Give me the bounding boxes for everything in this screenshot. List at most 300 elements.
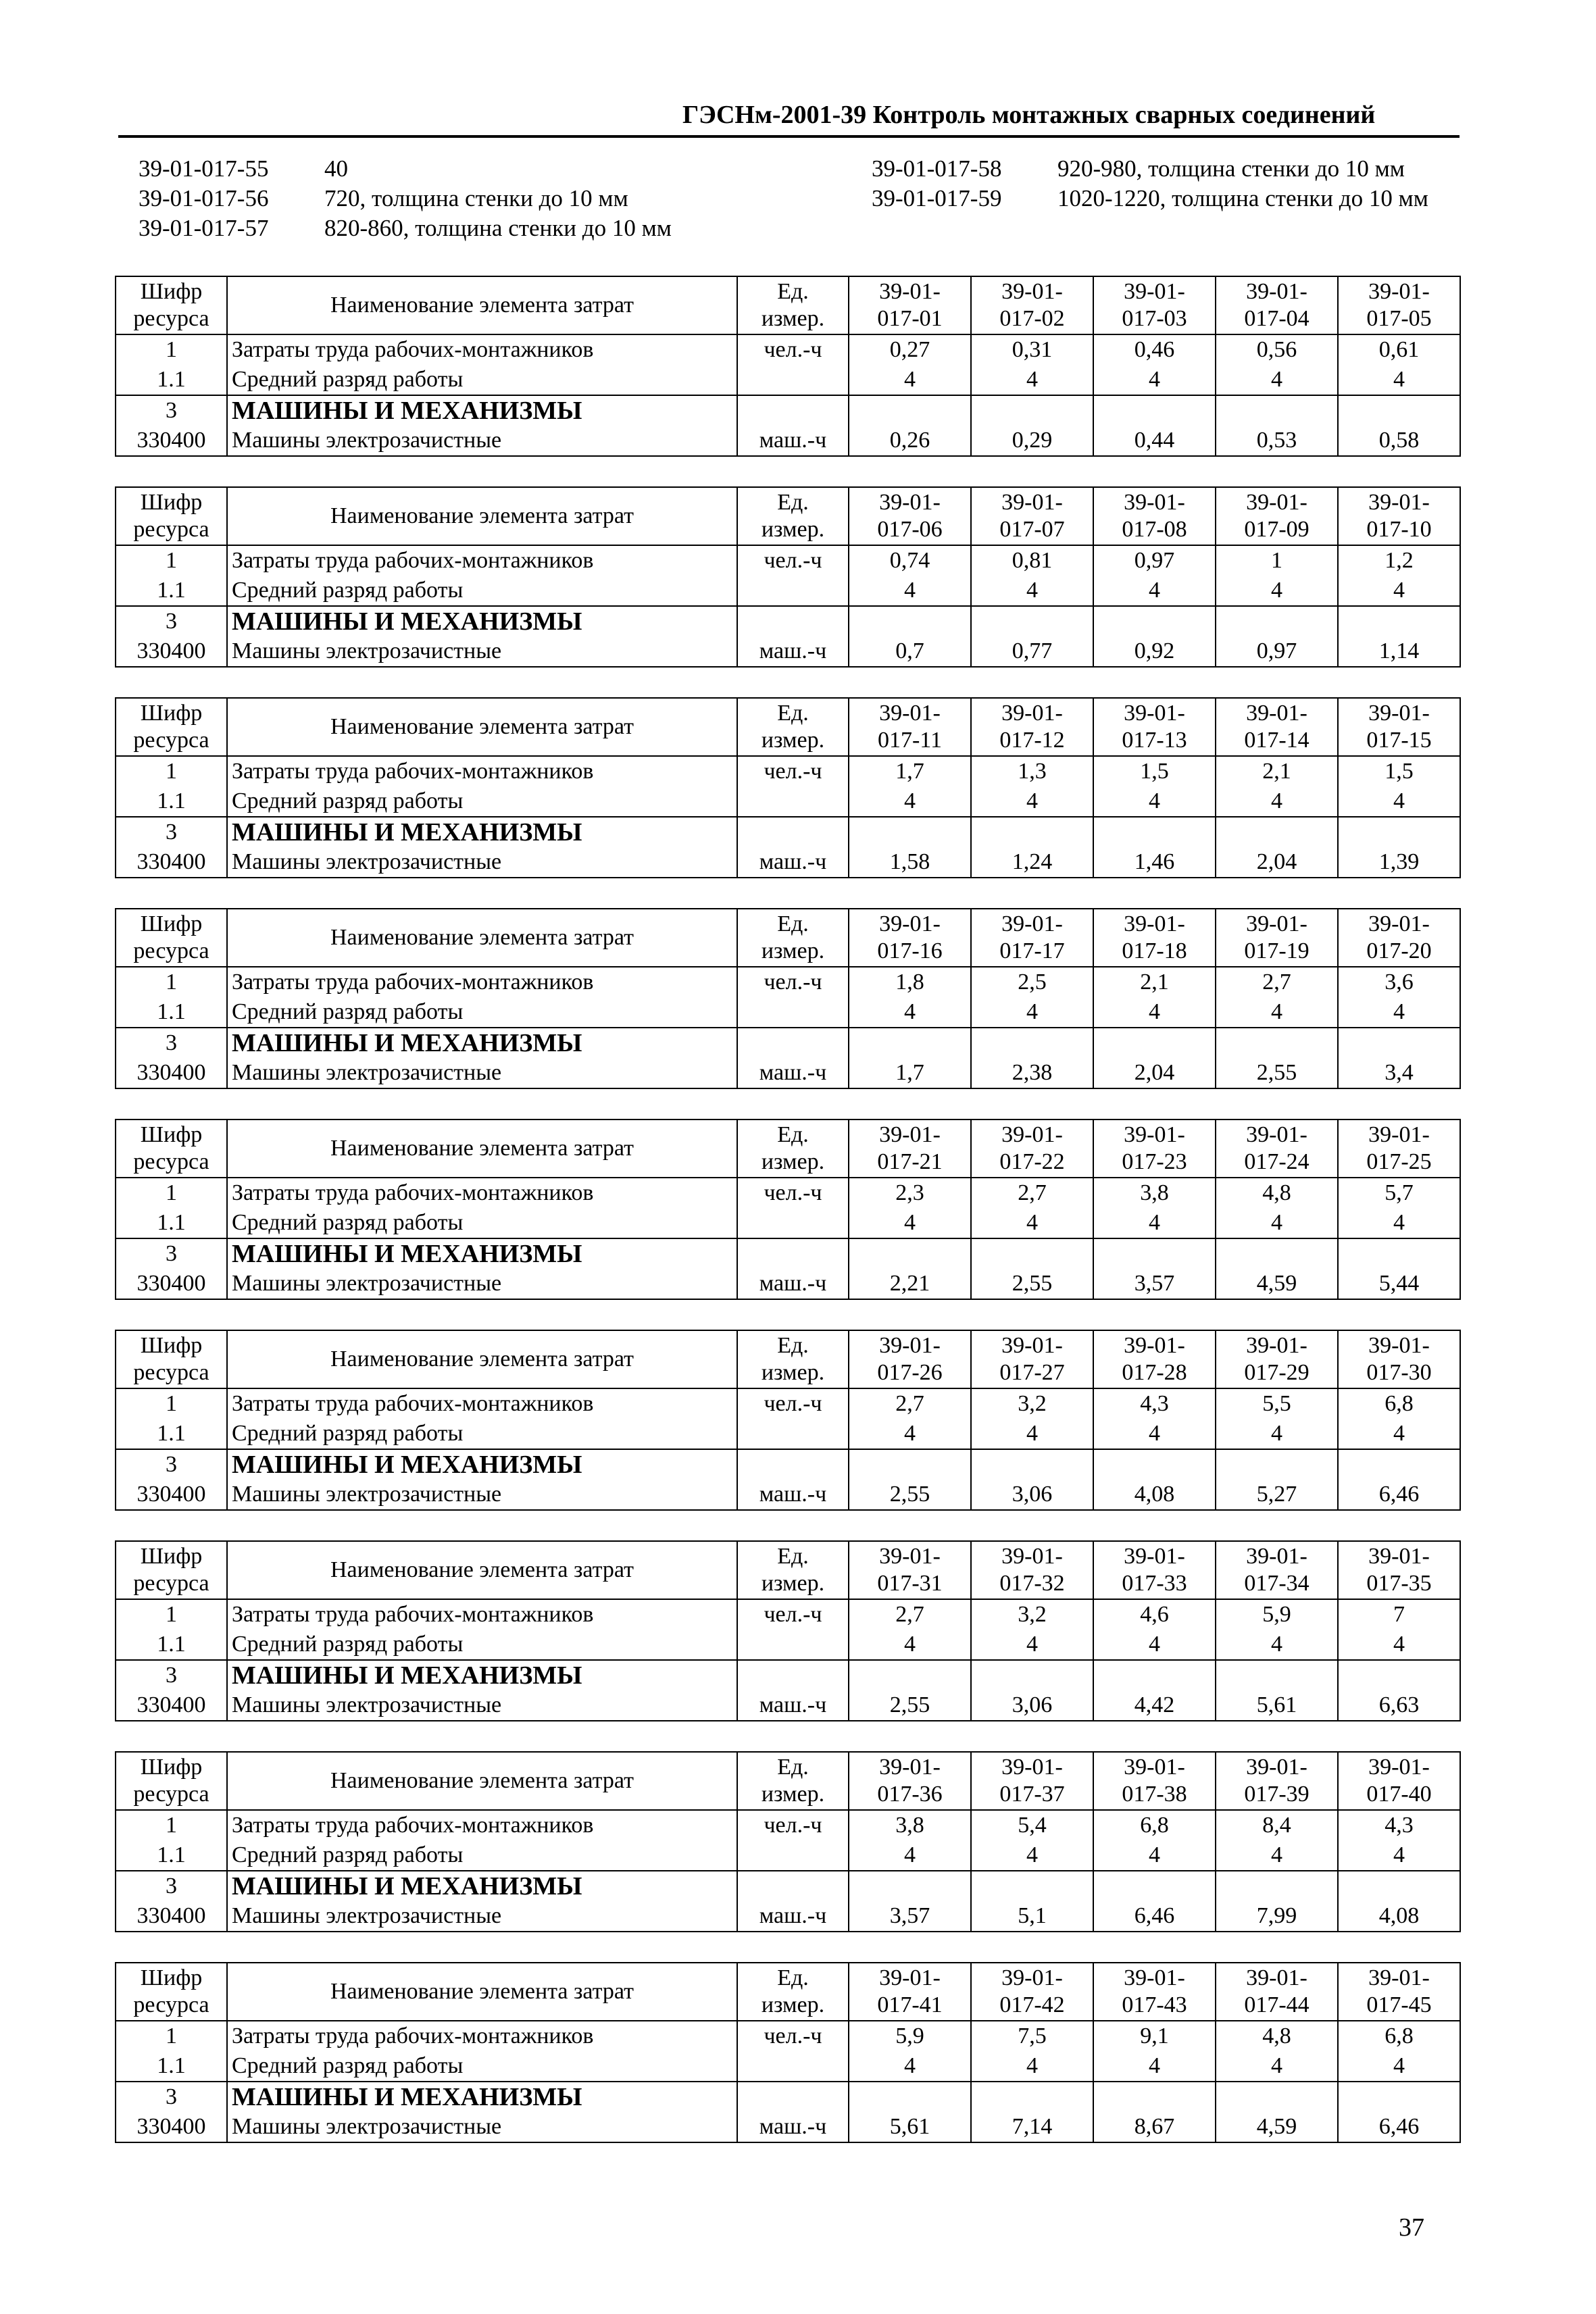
header-code-line1: Шифр: [140, 279, 203, 304]
grade-value: 4: [971, 786, 1093, 817]
machine-value: 0,26: [849, 426, 971, 456]
norm-code-suffix: 017-14: [1244, 728, 1310, 753]
row-code: 3: [116, 395, 227, 426]
row-unit: маш.-ч: [737, 1690, 849, 1721]
grade-value: 4: [849, 2051, 971, 2082]
table-header-row: [116, 1330, 1460, 1388]
definition-code: 39-01-017-57: [139, 215, 269, 241]
machine-value: 1,7: [849, 1058, 971, 1088]
row-unit-empty: [737, 1449, 849, 1480]
row-unit-empty: [737, 786, 849, 817]
grade-value: 4: [1338, 1630, 1460, 1660]
grade-value: 4: [849, 1840, 971, 1871]
labor-value: 2,7: [849, 1599, 971, 1630]
header-unit-line1: Ед.: [777, 490, 809, 515]
norm-code-prefix: 39-01-: [879, 279, 941, 304]
machine-value: 6,46: [1338, 1480, 1460, 1510]
row-code: 1: [116, 2021, 227, 2051]
table-row-machines: [116, 1058, 1460, 1088]
row-name: Машины электрозачистные: [227, 1058, 737, 1088]
row-name: Машины электрозачистные: [227, 1480, 737, 1510]
row-code: 1.1: [116, 997, 227, 1028]
header-norm-code-cell: [1093, 1541, 1216, 1599]
grade-value: 4: [1216, 365, 1338, 395]
machine-value: 3,57: [849, 1901, 971, 1932]
norm-code-prefix: 39-01-: [1368, 1755, 1430, 1780]
empty-value: [1338, 606, 1460, 636]
labor-value: 3,2: [971, 1599, 1093, 1630]
header-unit-line1: Ед.: [777, 1544, 809, 1569]
definition-text: 920-980, толщина стенки до 10 мм: [1057, 155, 1405, 182]
norm-code-prefix: 39-01-: [1368, 279, 1430, 304]
table-row-grade: [116, 576, 1460, 606]
machine-value: 4,59: [1216, 1269, 1338, 1299]
header-norm-code-cell: [1093, 698, 1216, 756]
header-code-line1: Шифр: [140, 1755, 203, 1780]
empty-value: [849, 1028, 971, 1058]
table-row-machines: [116, 2112, 1460, 2142]
grade-value: 4: [971, 1419, 1093, 1449]
grade-value: 4: [1338, 576, 1460, 606]
norm-code-prefix: 39-01-: [1001, 490, 1063, 515]
table-row-labor: [116, 1810, 1460, 1840]
labor-value: 4,8: [1216, 1178, 1338, 1208]
header-rule: [118, 135, 1460, 138]
machine-value: 2,55: [971, 1269, 1093, 1299]
header-code-cell: [116, 1752, 227, 1810]
header-name-cell: Наименование элемента затрат: [227, 276, 737, 334]
row-name: Затраты труда рабочих-монтажников: [227, 1388, 737, 1419]
machine-value: 0,53: [1216, 426, 1338, 456]
row-unit: маш.-ч: [737, 426, 849, 456]
table-row-grade: [116, 997, 1460, 1028]
labor-value: 3,2: [971, 1388, 1093, 1419]
header-norm-code-cell: [849, 1963, 971, 2021]
row-unit: чел.-ч: [737, 1810, 849, 1840]
header-name-cell: Наименование элемента затрат: [227, 1963, 737, 2021]
labor-value: 1,2: [1338, 545, 1460, 576]
norm-code-prefix: 39-01-: [1368, 911, 1430, 936]
empty-value: [1338, 1660, 1460, 1690]
grade-value: 4: [849, 997, 971, 1028]
header-code-line1: Шифр: [140, 1333, 203, 1358]
table-row-section: [116, 1449, 1460, 1480]
header-code-line2: ресурса: [133, 1992, 209, 2017]
header-unit-cell: [737, 909, 849, 967]
grade-value: 4: [849, 576, 971, 606]
norm-code-prefix: 39-01-: [1246, 1965, 1307, 1990]
norm-code-suffix: 017-31: [877, 1571, 943, 1596]
row-code: 1: [116, 1388, 227, 1419]
machine-value: 1,46: [1093, 847, 1216, 878]
header-code-line2: ресурса: [133, 1571, 209, 1596]
empty-value: [1093, 817, 1216, 847]
header-norm-code-cell: [849, 1541, 971, 1599]
norm-code-prefix: 39-01-: [1124, 1544, 1185, 1569]
row-code: 330400: [116, 426, 227, 456]
empty-value: [971, 1660, 1093, 1690]
empty-value: [849, 1871, 971, 1901]
norm-code-prefix: 39-01-: [879, 1544, 941, 1569]
norm-code-prefix: 39-01-: [1368, 1122, 1430, 1147]
header-unit-cell: [737, 1541, 849, 1599]
definition-row: [139, 154, 672, 184]
row-unit: маш.-ч: [737, 1901, 849, 1932]
norm-code-prefix: 39-01-: [1124, 1122, 1185, 1147]
row-code: 330400: [116, 1480, 227, 1510]
definition-text: 720, толщина стенки до 10 мм: [324, 185, 628, 211]
header-norm-code-cell: [1093, 1120, 1216, 1178]
header-code-line2: ресурса: [133, 1149, 209, 1174]
resource-table: [115, 1751, 1461, 1932]
header-code-line2: ресурса: [133, 938, 209, 963]
grade-value: 4: [849, 1630, 971, 1660]
row-code: 330400: [116, 847, 227, 878]
row-code: 3: [116, 1028, 227, 1058]
norm-code-suffix: 017-34: [1244, 1571, 1310, 1596]
norm-code-suffix: 017-03: [1122, 306, 1187, 331]
resource-table: [115, 276, 1461, 457]
row-unit: маш.-ч: [737, 1269, 849, 1299]
machine-value: 2,04: [1093, 1058, 1216, 1088]
header-norm-code-cell: [849, 698, 971, 756]
header-name-cell: Наименование элемента затрат: [227, 1120, 737, 1178]
norm-code-suffix: 017-38: [1122, 1782, 1187, 1807]
header-norm-code-cell: [1093, 1963, 1216, 2021]
header-code-line1: Шифр: [140, 1965, 203, 1990]
norm-code-prefix: 39-01-: [1124, 279, 1185, 304]
header-unit-cell: [737, 1752, 849, 1810]
norm-code-suffix: 017-33: [1122, 1571, 1187, 1596]
machine-value: 3,57: [1093, 1269, 1216, 1299]
machine-value: 0,97: [1216, 636, 1338, 667]
norm-code-suffix: 017-40: [1366, 1782, 1432, 1807]
empty-value: [849, 2082, 971, 2112]
row-name: Средний разряд работы: [227, 1840, 737, 1871]
row-code: 1.1: [116, 576, 227, 606]
row-code: 1: [116, 756, 227, 786]
machine-value: 1,39: [1338, 847, 1460, 878]
header-norm-code-cell: [849, 909, 971, 967]
norm-code-prefix: 39-01-: [879, 1755, 941, 1780]
definition-code: 39-01-017-55: [139, 155, 269, 182]
table-row-machines: [116, 636, 1460, 667]
machine-value: 6,46: [1093, 1901, 1216, 1932]
row-name: МАШИНЫ И МЕХАНИЗМЫ: [227, 1028, 737, 1058]
norm-code-prefix: 39-01-: [1001, 279, 1063, 304]
grade-value: 4: [971, 576, 1093, 606]
definition-row: [872, 184, 1428, 213]
norm-code-suffix: 017-36: [877, 1782, 943, 1807]
labor-value: 4,6: [1093, 1599, 1216, 1630]
norm-code-prefix: 39-01-: [1246, 490, 1307, 515]
labor-value: 1,5: [1338, 756, 1460, 786]
norm-code-prefix: 39-01-: [1001, 1755, 1063, 1780]
row-name: Затраты труда рабочих-монтажников: [227, 1178, 737, 1208]
table-row-labor: [116, 334, 1460, 365]
row-name: Средний разряд работы: [227, 1630, 737, 1660]
grade-value: 4: [1093, 1419, 1216, 1449]
norm-code-prefix: 39-01-: [1124, 490, 1185, 515]
row-unit: чел.-ч: [737, 756, 849, 786]
header-norm-code-cell: [1338, 487, 1460, 545]
row-unit-empty: [737, 1871, 849, 1901]
grade-value: 4: [849, 1419, 971, 1449]
labor-value: 1,7: [849, 756, 971, 786]
header-unit-cell: [737, 276, 849, 334]
empty-value: [1216, 1028, 1338, 1058]
header-unit-line2: измер.: [761, 306, 825, 331]
norm-code-suffix: 017-42: [999, 1992, 1065, 2017]
machine-value: 2,55: [849, 1690, 971, 1721]
header-norm-code-cell: [1093, 1752, 1216, 1810]
empty-value: [1338, 1028, 1460, 1058]
row-code: 1.1: [116, 2051, 227, 2082]
norm-code-prefix: 39-01-: [1001, 911, 1063, 936]
norm-code-suffix: 017-24: [1244, 1149, 1310, 1174]
header-norm-code-cell: [1338, 698, 1460, 756]
machine-value: 7,99: [1216, 1901, 1338, 1932]
table-row-grade: [116, 1840, 1460, 1871]
row-name: МАШИНЫ И МЕХАНИЗМЫ: [227, 395, 737, 426]
grade-value: 4: [971, 997, 1093, 1028]
grade-value: 4: [1093, 576, 1216, 606]
table-row-section: [116, 1660, 1460, 1690]
norm-code-prefix: 39-01-: [1124, 1333, 1185, 1358]
row-unit-empty: [737, 576, 849, 606]
resource-table: [115, 486, 1461, 668]
header-norm-code-cell: [1093, 276, 1216, 334]
row-unit: чел.-ч: [737, 2021, 849, 2051]
row-name: Средний разряд работы: [227, 997, 737, 1028]
row-code: 330400: [116, 636, 227, 667]
row-name: Машины электрозачистные: [227, 2112, 737, 2142]
norm-code-suffix: 017-17: [999, 938, 1065, 963]
table-header-row: [116, 487, 1460, 545]
row-unit: чел.-ч: [737, 1178, 849, 1208]
machine-value: 1,14: [1338, 636, 1460, 667]
empty-value: [971, 1238, 1093, 1269]
grade-value: 4: [1338, 1419, 1460, 1449]
row-name: МАШИНЫ И МЕХАНИЗМЫ: [227, 1449, 737, 1480]
norm-code-prefix: 39-01-: [1001, 1544, 1063, 1569]
labor-value: 2,1: [1216, 756, 1338, 786]
header-code-line2: ресурса: [133, 1360, 209, 1385]
row-unit: чел.-ч: [737, 334, 849, 365]
row-name: Машины электрозачистные: [227, 1690, 737, 1721]
norm-code-suffix: 017-01: [877, 306, 943, 331]
row-name: МАШИНЫ И МЕХАНИЗМЫ: [227, 2082, 737, 2112]
row-code: 3: [116, 1871, 227, 1901]
norm-code-suffix: 017-12: [999, 728, 1065, 753]
header-norm-code-cell: [849, 276, 971, 334]
row-code: 330400: [116, 1901, 227, 1932]
machine-value: 1,24: [971, 847, 1093, 878]
grade-value: 4: [971, 1630, 1093, 1660]
row-code: 3: [116, 1449, 227, 1480]
row-name: Средний разряд работы: [227, 2051, 737, 2082]
row-code: 3: [116, 1660, 227, 1690]
header-code-line1: Шифр: [140, 911, 203, 936]
machine-value: 5,1: [971, 1901, 1093, 1932]
header-unit-line2: измер.: [761, 728, 825, 753]
header-name-cell: Наименование элемента затрат: [227, 1541, 737, 1599]
grade-value: 4: [971, 2051, 1093, 2082]
row-unit-empty: [737, 1208, 849, 1238]
row-code: 1: [116, 334, 227, 365]
resource-table: [115, 1330, 1461, 1511]
grade-value: 4: [1216, 2051, 1338, 2082]
labor-value: 2,1: [1093, 967, 1216, 997]
header-norm-code-cell: [1216, 1963, 1338, 2021]
norm-code-suffix: 017-10: [1366, 517, 1432, 542]
empty-value: [849, 606, 971, 636]
machine-value: 3,06: [971, 1690, 1093, 1721]
header-code-line2: ресурса: [133, 728, 209, 753]
grade-value: 4: [1093, 365, 1216, 395]
norm-code-prefix: 39-01-: [1368, 490, 1430, 515]
norm-code-suffix: 017-32: [999, 1571, 1065, 1596]
header-code-cell: [116, 698, 227, 756]
header-norm-code-cell: [1216, 1120, 1338, 1178]
row-name: Средний разряд работы: [227, 576, 737, 606]
header-code-cell: [116, 1330, 227, 1388]
table-row-labor: [116, 1388, 1460, 1419]
header-name-cell: Наименование элемента затрат: [227, 1330, 737, 1388]
row-code: 1: [116, 967, 227, 997]
table-row-section: [116, 1871, 1460, 1901]
grade-value: 4: [1093, 1630, 1216, 1660]
machine-value: 5,44: [1338, 1269, 1460, 1299]
norm-code-prefix: 39-01-: [879, 701, 941, 726]
empty-value: [971, 1449, 1093, 1480]
definition-text: 820-860, толщина стенки до 10 мм: [324, 215, 672, 241]
table-row-grade: [116, 1419, 1460, 1449]
empty-value: [849, 1449, 971, 1480]
header-norm-code-cell: [1338, 1541, 1460, 1599]
grade-value: 4: [1338, 786, 1460, 817]
empty-value: [1338, 2082, 1460, 2112]
table-row-machines: [116, 847, 1460, 878]
row-unit-empty: [737, 1419, 849, 1449]
table-row-machines: [116, 1901, 1460, 1932]
row-name: Машины электрозачистные: [227, 636, 737, 667]
machine-value: 5,61: [849, 2112, 971, 2142]
norm-code-suffix: 017-43: [1122, 1992, 1187, 2017]
norm-code-suffix: 017-37: [999, 1782, 1065, 1807]
header-unit-cell: [737, 487, 849, 545]
norm-code-suffix: 017-02: [999, 306, 1065, 331]
labor-value: 3,8: [849, 1810, 971, 1840]
header-norm-code-cell: [971, 1330, 1093, 1388]
row-unit: маш.-ч: [737, 2112, 849, 2142]
machine-value: 0,29: [971, 426, 1093, 456]
grade-value: 4: [971, 1840, 1093, 1871]
header-norm-code-cell: [1216, 1752, 1338, 1810]
header-norm-code-cell: [1216, 1330, 1338, 1388]
grade-value: 4: [1216, 1419, 1338, 1449]
row-name: МАШИНЫ И МЕХАНИЗМЫ: [227, 1871, 737, 1901]
header-code-line1: Шифр: [140, 701, 203, 726]
norm-code-prefix: 39-01-: [879, 490, 941, 515]
header-norm-code-cell: [1216, 276, 1338, 334]
header-norm-code-cell: [1216, 909, 1338, 967]
norm-code-suffix: 017-19: [1244, 938, 1310, 963]
definition-code: 39-01-017-56: [139, 185, 269, 211]
header-unit-line2: измер.: [761, 1571, 825, 1596]
row-code: 1: [116, 1178, 227, 1208]
header-norm-code-cell: [971, 909, 1093, 967]
empty-value: [1216, 2082, 1338, 2112]
row-name: Машины электрозачистные: [227, 426, 737, 456]
norm-code-prefix: 39-01-: [1368, 701, 1430, 726]
row-name: Средний разряд работы: [227, 786, 737, 817]
grade-value: 4: [849, 786, 971, 817]
header-norm-code-cell: [1093, 487, 1216, 545]
empty-value: [1093, 606, 1216, 636]
grade-value: 4: [1216, 1208, 1338, 1238]
grade-value: 4: [1093, 997, 1216, 1028]
resource-table: [115, 908, 1461, 1089]
resource-table: [115, 1962, 1461, 2143]
labor-value: 5,9: [849, 2021, 971, 2051]
table-header-row: [116, 1120, 1460, 1178]
grade-value: 4: [1093, 1840, 1216, 1871]
norm-code-prefix: 39-01-: [1246, 911, 1307, 936]
header-norm-code-cell: [1216, 698, 1338, 756]
row-unit-empty: [737, 1660, 849, 1690]
table-row-section: [116, 395, 1460, 426]
page-header-title: ГЭСНм-2001-39 Контроль монтажных сварных соединений: [682, 101, 1376, 129]
norm-code-prefix: 39-01-: [1001, 1122, 1063, 1147]
definitions-left: [139, 154, 672, 243]
machine-value: 2,21: [849, 1269, 971, 1299]
empty-value: [1093, 1871, 1216, 1901]
row-unit: чел.-ч: [737, 1599, 849, 1630]
header-code-cell: [116, 909, 227, 967]
labor-value: 0,81: [971, 545, 1093, 576]
grade-value: 4: [1338, 997, 1460, 1028]
row-code: 1.1: [116, 1840, 227, 1871]
norm-code-suffix: 017-30: [1366, 1360, 1432, 1385]
grade-value: 4: [1216, 786, 1338, 817]
empty-value: [849, 817, 971, 847]
row-code: 1: [116, 1810, 227, 1840]
definition-code: 39-01-017-58: [872, 155, 1002, 182]
header-unit-line1: Ед.: [777, 279, 809, 304]
definition-row: [139, 213, 672, 243]
machine-value: 4,59: [1216, 2112, 1338, 2142]
header-norm-code-cell: [971, 1541, 1093, 1599]
grade-value: 4: [971, 1208, 1093, 1238]
norm-code-prefix: 39-01-: [1368, 1544, 1430, 1569]
header-code-cell: [116, 1120, 227, 1178]
labor-value: 0,46: [1093, 334, 1216, 365]
labor-value: 2,7: [849, 1388, 971, 1419]
table-header-row: [116, 1752, 1460, 1810]
labor-value: 3,8: [1093, 1178, 1216, 1208]
header-norm-code-cell: [1216, 487, 1338, 545]
norm-code-prefix: 39-01-: [1246, 279, 1307, 304]
machine-value: 2,38: [971, 1058, 1093, 1088]
machine-value: 0,44: [1093, 426, 1216, 456]
definition-row: [139, 184, 672, 213]
empty-value: [1338, 817, 1460, 847]
header-unit-cell: [737, 1330, 849, 1388]
header-unit-cell: [737, 1120, 849, 1178]
table-row-labor: [116, 1599, 1460, 1630]
empty-value: [1216, 817, 1338, 847]
